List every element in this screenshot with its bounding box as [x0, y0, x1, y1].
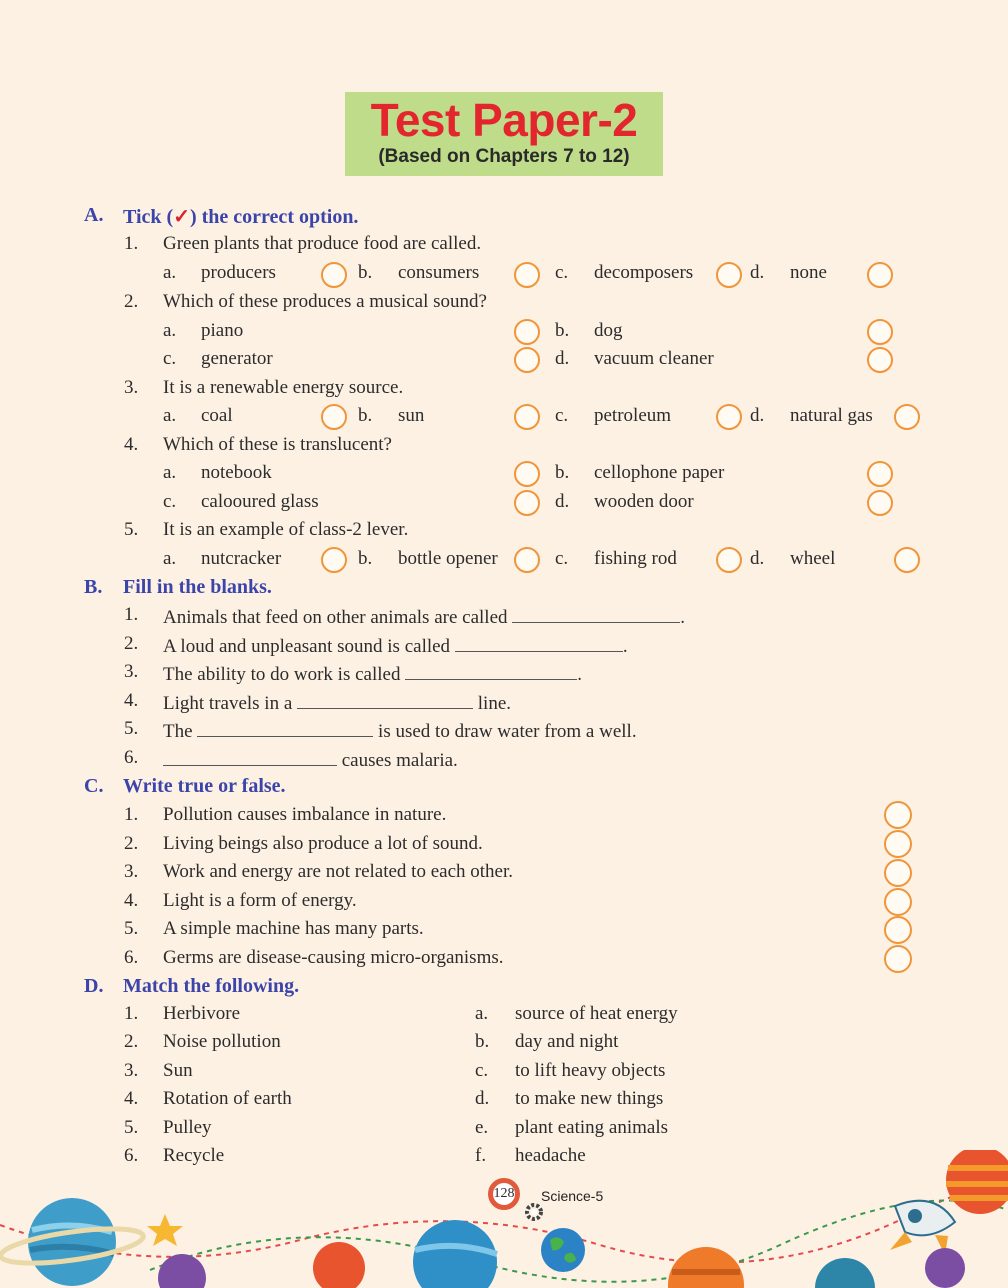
option-letter: c. [555, 262, 569, 283]
option-text: cellophone paper [594, 462, 725, 483]
option-text: wooden door [594, 491, 694, 512]
blank-line[interactable] [455, 633, 623, 652]
section-b-letter: B. [84, 576, 103, 598]
question-text: Which of these produces a musical sound? [163, 291, 487, 312]
rocket-icon [890, 1201, 955, 1255]
answer-circle[interactable] [716, 262, 742, 288]
answer-circle[interactable] [514, 347, 540, 373]
tf-number: 5. [124, 918, 139, 939]
blank-text-before: The ability to do work is called [163, 664, 401, 685]
option-text: none [790, 262, 827, 283]
blank-number: 5. [124, 718, 139, 739]
option-text: producers [201, 262, 276, 283]
tf-answer-circle[interactable] [884, 945, 912, 973]
blank-text-after: is used to draw water from a well. [378, 721, 637, 742]
blank-line[interactable] [405, 661, 577, 680]
tf-answer-circle[interactable] [884, 916, 912, 944]
match-right-item: to lift heavy objects [515, 1060, 666, 1081]
option-text: coal [201, 405, 233, 426]
option-text: bottle opener [398, 548, 498, 569]
answer-circle[interactable] [894, 404, 920, 430]
answer-circle[interactable] [514, 319, 540, 345]
section-c-title: Write true or false. [123, 775, 286, 797]
answer-circle[interactable] [514, 490, 540, 516]
match-left-item: Herbivore [163, 1003, 241, 1024]
tf-answer-circle[interactable] [884, 859, 912, 887]
tf-number: 3. [124, 861, 139, 882]
blank-number: 4. [124, 690, 139, 711]
match-left-number: 3. [124, 1060, 139, 1081]
option-letter: d. [750, 262, 765, 283]
option-letter: a. [163, 405, 177, 426]
option-letter: b. [358, 262, 373, 283]
match-right-item: plant eating animals [515, 1117, 669, 1138]
blank-number: 3. [124, 661, 139, 682]
match-left-number: 5. [124, 1117, 139, 1138]
option-letter: a. [163, 548, 177, 569]
option-letter: c. [163, 348, 177, 369]
planet-red-icon [313, 1242, 365, 1288]
space-decoration [0, 1150, 1008, 1288]
match-left-item: Sun [163, 1060, 193, 1081]
match-left-item: Pulley [163, 1117, 212, 1138]
planet-blue-ringed-icon [0, 1198, 145, 1286]
option-letter: d. [750, 405, 765, 426]
answer-circle[interactable] [321, 262, 347, 288]
option-letter: b. [358, 405, 373, 426]
blank-number: 2. [124, 633, 139, 654]
blank-text-after: line. [477, 693, 512, 714]
blank-line[interactable] [297, 690, 473, 709]
option-letter: b. [358, 548, 373, 569]
answer-circle[interactable] [514, 547, 540, 573]
option-text: sun [398, 405, 425, 426]
match-right-item: source of heat energy [515, 1003, 678, 1024]
tf-number: 2. [124, 833, 139, 854]
section-c-letter: C. [84, 775, 104, 797]
option-text: wheel [790, 548, 836, 569]
section-d-title: Match the following. [123, 975, 300, 997]
match-right-letter: b. [475, 1031, 490, 1052]
answer-circle[interactable] [867, 347, 893, 373]
option-letter: b. [555, 462, 570, 483]
section-d-letter: D. [84, 975, 104, 997]
match-left-number: 1. [124, 1003, 139, 1024]
answer-circle[interactable] [514, 262, 540, 288]
question-text: Which of these is translucent? [163, 434, 392, 455]
option-letter: d. [555, 348, 570, 369]
option-text: decomposers [594, 262, 694, 283]
answer-circle[interactable] [321, 547, 347, 573]
blank-sentence [163, 604, 685, 629]
answer-circle[interactable] [867, 262, 893, 288]
section-a-title-pre: Tick ( [123, 206, 174, 228]
match-left-number: 6. [124, 1145, 139, 1166]
tf-statement: Pollution causes imbalance in nature. [163, 804, 447, 825]
match-left-number: 2. [124, 1031, 139, 1052]
answer-circle[interactable] [321, 404, 347, 430]
planet-striped-icon [946, 1150, 1008, 1214]
option-text: nutcracker [201, 548, 282, 569]
option-text: natural gas [790, 405, 873, 426]
match-right-letter: c. [475, 1060, 489, 1081]
section-a-title [123, 204, 358, 229]
question-number: 5. [124, 519, 139, 540]
page-number-badge [488, 1178, 520, 1210]
answer-circle[interactable] [716, 547, 742, 573]
option-letter: b. [555, 320, 570, 341]
match-right-item: headache [515, 1145, 586, 1166]
match-left-item: Rotation of earth [163, 1088, 292, 1109]
tf-number: 6. [124, 947, 139, 968]
option-text: fishing rod [594, 548, 677, 569]
blank-line[interactable] [163, 747, 337, 766]
tf-answer-circle[interactable] [884, 830, 912, 858]
option-text: vacuum cleaner [594, 348, 714, 369]
option-text: notebook [201, 462, 272, 483]
blank-text-after: . [680, 607, 686, 628]
earth-icon [541, 1228, 585, 1272]
match-left-item: Noise pollution [163, 1031, 281, 1052]
tf-number: 4. [124, 890, 139, 911]
option-letter: d. [555, 491, 570, 512]
tf-answer-circle[interactable] [884, 888, 912, 916]
option-letter: c. [555, 405, 569, 426]
blank-text-before: Animals that feed on other animals are called [163, 607, 508, 628]
blank-sentence [163, 633, 628, 658]
blank-number: 6. [124, 747, 139, 768]
page-title: Test Paper-2 [370, 94, 638, 146]
match-right-item: day and night [515, 1031, 619, 1052]
question-text: It is an example of class-2 lever. [163, 519, 409, 540]
check-mark-icon: ✓ [173, 206, 190, 228]
planet-small-purple-icon [925, 1248, 965, 1288]
tf-statement: Germs are disease-causing micro-organisms. [163, 947, 504, 968]
question-text: It is a renewable energy source. [163, 377, 404, 398]
book-name: Science-5 [541, 1188, 604, 1204]
tf-answer-circle[interactable] [884, 801, 912, 829]
blank-number: 1. [124, 604, 139, 625]
blank-text-before: Light travels in a [163, 693, 293, 714]
answer-circle[interactable] [867, 490, 893, 516]
blank-text-after: . [622, 636, 628, 657]
section-a-title-post: ) the correct option. [189, 206, 359, 228]
blank-text-after: causes malaria. [341, 750, 458, 771]
match-right-letter: f. [475, 1145, 487, 1166]
title-box [345, 92, 663, 176]
planet-purple-icon [158, 1254, 206, 1288]
option-text: dog [594, 320, 623, 341]
option-letter: a. [163, 320, 177, 341]
planet-orange-icon [668, 1247, 744, 1288]
section-b-title: Fill in the blanks. [123, 576, 272, 598]
blank-text-before: The [163, 721, 193, 742]
answer-circle[interactable] [867, 319, 893, 345]
section-a-letter: A. [84, 204, 104, 226]
match-left-number: 4. [124, 1088, 139, 1109]
blank-sentence [163, 661, 582, 686]
tf-statement: Living beings also produce a lot of sound. [163, 833, 483, 854]
question-text: Green plants that produce food are called. [163, 233, 482, 254]
blank-line[interactable] [197, 718, 373, 737]
page-subtitle: (Based on Chapters 7 to 12) [378, 146, 630, 167]
option-text: petroleum [594, 405, 672, 426]
option-letter: a. [163, 262, 177, 283]
question-number: 4. [124, 434, 139, 455]
planet-blue-icon [413, 1220, 497, 1288]
blank-sentence [163, 747, 458, 772]
tf-statement: Work and energy are not related to each other. [163, 861, 513, 882]
star-icon [147, 1214, 183, 1246]
answer-circle[interactable] [514, 404, 540, 430]
answer-circle[interactable] [514, 461, 540, 487]
option-text: consumers [398, 262, 480, 283]
tf-statement: A simple machine has many parts. [163, 918, 424, 939]
option-letter: a. [163, 462, 177, 483]
match-right-letter: a. [475, 1003, 489, 1024]
match-left-item: Recycle [163, 1145, 225, 1166]
blank-line[interactable] [512, 604, 680, 623]
option-letter: c. [555, 548, 569, 569]
answer-circle[interactable] [894, 547, 920, 573]
tf-statement: Light is a form of energy. [163, 890, 357, 911]
answer-circle[interactable] [716, 404, 742, 430]
match-right-letter: e. [475, 1117, 489, 1138]
blank-text-after: . [577, 664, 582, 685]
tf-number: 1. [124, 804, 139, 825]
blank-sentence [163, 690, 511, 715]
match-right-letter: d. [475, 1088, 490, 1109]
answer-circle[interactable] [867, 461, 893, 487]
option-letter: d. [750, 548, 765, 569]
option-letter: c. [163, 491, 177, 512]
planet-teal-icon [815, 1258, 875, 1288]
match-right-item: to make new things [515, 1088, 664, 1109]
option-text: calooured glass [201, 491, 319, 512]
option-text: piano [201, 320, 244, 341]
question-number: 1. [124, 233, 139, 254]
page-number: 128 [493, 1186, 515, 1201]
question-number: 3. [124, 377, 139, 398]
option-text: generator [201, 348, 273, 369]
blank-sentence [163, 718, 637, 743]
blank-text-before: A loud and unpleasant sound is called [163, 636, 451, 657]
question-number: 2. [124, 291, 139, 312]
